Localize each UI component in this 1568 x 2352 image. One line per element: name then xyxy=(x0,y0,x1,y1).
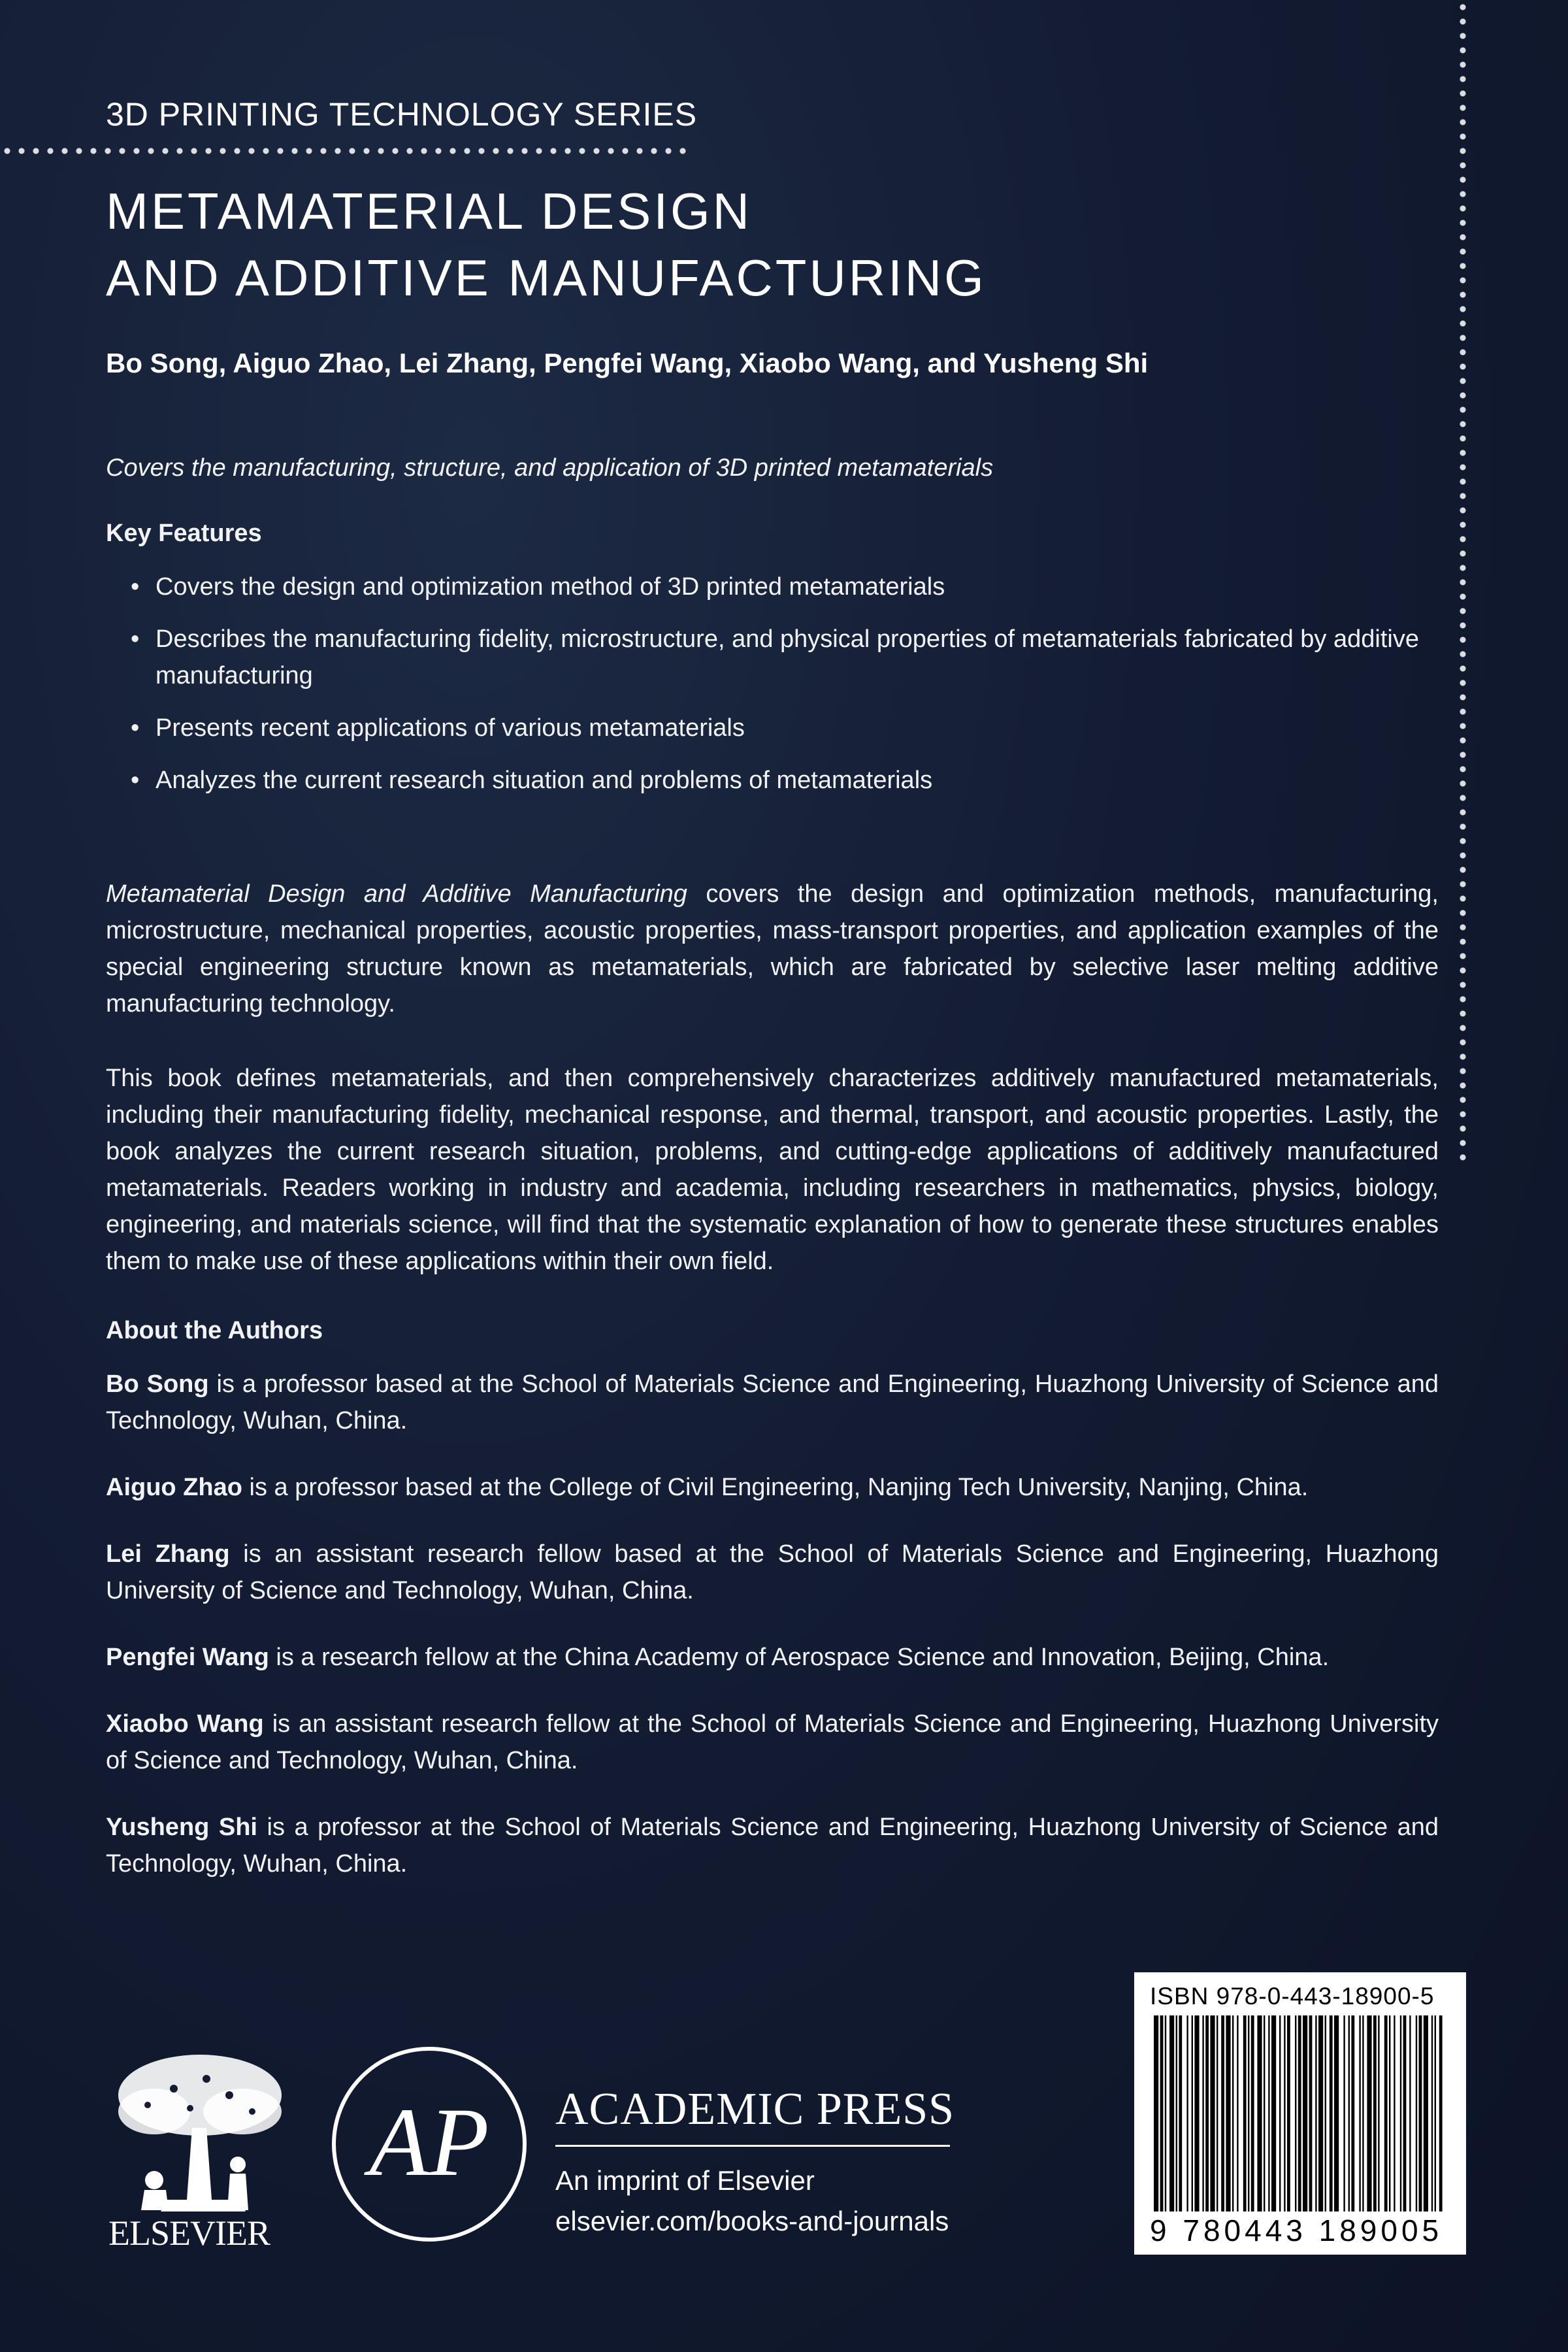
feature-item: • Describes the manufacturing fidelity, microstructure, and physical properties of metamaterials fabricated by additive manufacturing xyxy=(106,621,1439,694)
barcode-bar xyxy=(1232,2015,1233,2211)
author-bio: Aiguo Zhao is a professor based at the College of Civil Engineering, Nanjing Tech University, Nanjing, China. xyxy=(106,1474,1309,1501)
publisher-url: elsevier.com/books-and-journals xyxy=(555,2206,949,2236)
bullet-icon: • xyxy=(131,714,140,742)
barcode-bar xyxy=(1362,2015,1364,2211)
barcode-bar xyxy=(1309,2015,1313,2211)
dotted-rule-vertical xyxy=(1458,0,1467,1163)
barcode-bar xyxy=(1226,2015,1230,2211)
ap-logo-letters: AP xyxy=(369,2088,489,2196)
barcode-bar xyxy=(1298,2015,1301,2211)
key-features-list xyxy=(106,569,1439,799)
barcode-bar xyxy=(1169,2015,1174,2211)
back-cover-text xyxy=(106,450,1439,1912)
barcode-bar xyxy=(1435,2015,1436,2211)
barcode-bar xyxy=(1343,2015,1345,2211)
barcode-bar xyxy=(1330,2015,1333,2211)
barcode-icon xyxy=(1150,2015,1450,2211)
elsevier-wordmark: ELSEVIER xyxy=(108,2213,270,2253)
author-bio: Yusheng Shi is a professor at the School of Materials Science and Engineering, Huazhong University of Science and Technology, Wuhan, China. xyxy=(106,1814,1439,1878)
barcode-bar xyxy=(1221,2015,1224,2211)
barcode-bar xyxy=(1348,2015,1350,2211)
barcode-bar xyxy=(1303,2015,1307,2211)
barcode-bar xyxy=(1192,2015,1193,2211)
barcode-bar xyxy=(1359,2015,1360,2211)
barcode-bar xyxy=(1271,2015,1276,2211)
barcode-bar xyxy=(1268,2015,1269,2211)
feature-item: • Covers the design and optimization method of 3D printed metamaterials xyxy=(106,569,1439,605)
barcode-bar xyxy=(1205,2015,1209,2211)
barcode-bar xyxy=(1351,2015,1354,2211)
barcode-bar xyxy=(1416,2015,1417,2211)
barcode-bar xyxy=(1287,2015,1290,2211)
barcode-bar xyxy=(1160,2015,1164,2211)
barcode-bar xyxy=(1248,2015,1249,2211)
barcode-bar xyxy=(1419,2015,1422,2211)
barcode-bar xyxy=(1284,2015,1285,2211)
barcode-bar xyxy=(1373,2015,1377,2211)
barcode-bar xyxy=(1295,2015,1296,2211)
author-bio: Lei Zhang is an assistant research fellow based at the School of Materials Science and Engineering, Huazhong University of Science and Technology, Wuhan, China. xyxy=(106,1540,1439,1604)
isbn-label: ISBN 978-0-443-18900-5 xyxy=(1150,1983,1435,2010)
barcode-bar xyxy=(1165,2015,1166,2211)
barcode-bar xyxy=(1251,2015,1254,2211)
author-bio: Xiaobo Wang is an assistant research fellow at the School of Materials Science and Engineering, Huazhong University of Science and Technology, Wuhan, China. xyxy=(106,1710,1439,1774)
barcode-bar xyxy=(1217,2015,1218,2211)
barcode-bar xyxy=(1257,2015,1262,2211)
academic-press-logo xyxy=(329,2044,529,2244)
barcode-bar xyxy=(1315,2015,1316,2211)
barcode-bar xyxy=(1409,2015,1411,2211)
barcode-bar xyxy=(1439,2015,1443,2211)
barcode-bar xyxy=(1202,2015,1203,2211)
barcode-bar xyxy=(1389,2015,1390,2211)
barcode-bar xyxy=(1186,2015,1188,2211)
barcode-bar xyxy=(1243,2015,1247,2211)
publisher-divider xyxy=(555,2145,950,2147)
title-line-1: METAMATERIAL DESIGN xyxy=(106,182,752,240)
imprint-text: An imprint of Elsevier xyxy=(555,2165,815,2196)
barcode-bar xyxy=(1400,2015,1401,2211)
isbn-barcode-box xyxy=(1134,1972,1466,2255)
barcode-bar xyxy=(1424,2015,1428,2211)
bullet-icon: • xyxy=(131,573,140,601)
authors-line: Bo Song, Aiguo Zhao, Lei Zhang, Pengfei Wang, Xiaobo Wang, and Yusheng Shi xyxy=(106,348,1149,378)
barcode-bar xyxy=(1237,2015,1238,2211)
barcode-bar xyxy=(1403,2015,1407,2211)
barcode-bar xyxy=(1318,2015,1323,2211)
barcode-bar xyxy=(1176,2015,1177,2211)
barcode-bar xyxy=(1279,2015,1281,2211)
feature-item: • Presents recent applications of various metamaterials xyxy=(106,710,1439,746)
barcode-bar xyxy=(1264,2015,1265,2211)
barcode-bar xyxy=(1384,2015,1388,2211)
author-bio: Pengfei Wang is a research fellow at the China Academy of Aerospace Science and Innovation, Beijing, China. xyxy=(106,1644,1330,1671)
barcode-bar xyxy=(1179,2015,1182,2211)
barcode-bar xyxy=(1194,2015,1199,2211)
feature-item: • Analyzes the current research situation and problems of metamaterials xyxy=(106,762,1439,799)
barcode-bar xyxy=(1367,2015,1371,2211)
barcode-bar xyxy=(1210,2015,1215,2211)
description-paragraph-2: This book defines metamaterials, and then comprehensively characterizes additively manufactured metamaterials, including their manufacturing fidelity, mechanical response, and thermal, transport, and acoustic properties. Lastly, the book analyzes the current research situation, problems, and cutting-edge applications of additively manufactured metamaterials. Readers working in industry and academia, including researchers in mathematics, physics, biology, engineering, and materials science, will find that the systematic explanation of how to generate these structures enables them to make use of these applications within their own field. xyxy=(106,1065,1439,1275)
title-line-2: AND ADDITIVE MANUFACTURING xyxy=(106,249,987,306)
barcode-bar xyxy=(1378,2015,1379,2211)
bullet-icon: • xyxy=(131,767,140,794)
publisher-name: ACADEMIC PRESS xyxy=(555,2084,955,2134)
barcode-bar xyxy=(1325,2015,1326,2211)
about-authors-heading: About the Authors xyxy=(106,1317,323,1344)
bullet-icon: • xyxy=(131,625,140,653)
book-title-italic: Metamaterial Design and Additive Manufacturing xyxy=(106,880,687,908)
book-title xyxy=(106,178,987,311)
tagline: Covers the manufacturing, structure, and application of 3D printed metamaterials xyxy=(106,454,994,482)
series-name: 3D PRINTING TECHNOLOGY SERIES xyxy=(106,96,698,133)
dotted-rule-horizontal xyxy=(0,146,686,156)
barcode-bar xyxy=(1334,2015,1339,2211)
isbn-digits: 9 780443 189005 xyxy=(1150,2213,1443,2247)
barcode-bar xyxy=(1154,2015,1158,2211)
key-features-heading: Key Features xyxy=(106,520,262,547)
author-bio: Bo Song is a professor based at the School of Materials Science and Engineering, Huazhong University of Science and Technology, Wuhan, China. xyxy=(106,1370,1439,1434)
publisher-info xyxy=(555,2161,949,2242)
barcode-bar xyxy=(1394,2015,1395,2211)
description-paragraph-1: Metamaterial Design and Additive Manufacturing covers the design and optimization methods, manufacturing, microstructure, mechanical properties, acoustic properties, mass-transport properties, and application examples of the special engineering structure known as metamaterials, which are fabricated by selective laser melting additive manufacturing technology. xyxy=(106,880,1439,1018)
barcode-bar xyxy=(1431,2015,1433,2211)
